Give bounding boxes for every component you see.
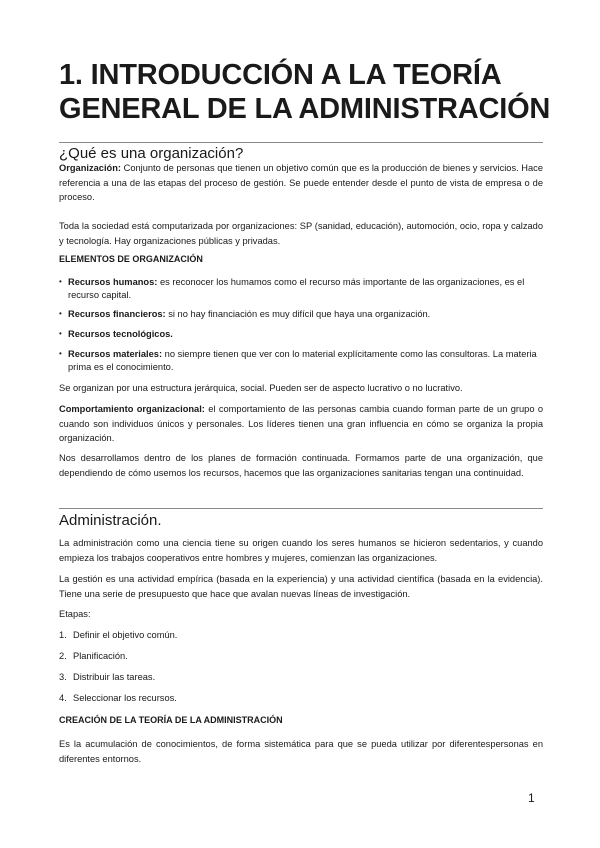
list-item [59, 692, 177, 705]
paragraph-sociedad: Toda la sociedad está computarizada por organizaciones: SP (sanidad, educación), automoción, ocio, ropa y calzado y tecnología. Hay organizaciones públicas y privadas. [59, 221, 543, 246]
page-title [59, 58, 550, 126]
paragraph-comportamiento [59, 402, 543, 446]
divider [59, 508, 543, 509]
paragraph-estructura: Se organizan por una estructura jerárquica, social. Pueden ser de aspecto lucrativo o no lucrativo. [59, 383, 463, 393]
comportamiento-text: el comportamiento de las personas cambia cuando forman parte de un grupo o cuando son individuos únicos y personales. Los líderes tienen una gran influencia en cómo se organiza la propia organización. [59, 404, 544, 443]
definition-text: Conjunto de personas que tienen un objetivo común que es la producción de bienes y servicios. Hace referencia a una de las etapas del proceso de gestión. Se puede entender desde el punto de vista de empresa o de proceso. [59, 163, 543, 202]
section-heading-administracion: Administración. [59, 512, 162, 529]
bullet-text: es reconocer los humamos como el recurso más importante de las organizaciones, es el recurso capital. [68, 277, 525, 300]
page-number: 1 [528, 791, 535, 805]
paragraph-acumulacion: Es la acumulación de conocimientos, de forma sistemática para que se pueda utilizar por diferentespersonas en diferentes entornos. [59, 739, 543, 764]
paragraph-origen: La administración como una ciencia tiene su origen cuando los seres humanos se hicieron sedentarios, y cuando empieza los trabajos cooperativos entre hombres y mujeres, comienzan las organizaciones. [59, 538, 543, 563]
list-item [59, 629, 177, 642]
bullet-icon: • [59, 309, 62, 318]
bullet-term: Recursos humanos: [68, 277, 158, 287]
list-text: Definir el objetivo común. [73, 630, 178, 640]
bullet-term: Recursos tecnológicos. [68, 329, 173, 339]
bullet-icon: • [59, 349, 62, 358]
bullet-item [59, 328, 543, 341]
list-number: 2. [59, 651, 67, 661]
list-item [59, 650, 128, 663]
paragraph-formacion: Nos desarrollamos dentro de los planes de formación continuada. Formamos parte de una organización, que dependiendo de cómo usemos los recursos, hacemos que las organizaciones sanitarias tengan una continuidad. [59, 453, 543, 478]
bullet-item [59, 348, 543, 373]
title-line-2: GENERAL DE LA ADMINISTRACIÓN [59, 93, 551, 125]
section-heading-organizacion: ¿Qué es una organización? [59, 145, 244, 162]
bullet-item [59, 276, 543, 301]
subheading-elementos: ELEMENTOS DE ORGANIZACIÓN [59, 254, 203, 264]
list-number: 1. [59, 630, 67, 640]
list-number: 3. [59, 672, 67, 682]
title-line-1: 1. INTRODUCCIÓN A LA TEORÍA [59, 59, 502, 91]
list-number: 4. [59, 693, 67, 703]
list-text: Distribuir las tareas. [73, 672, 156, 682]
bullet-icon: • [59, 277, 62, 286]
list-item [59, 671, 155, 684]
definition-term: Organización: [59, 163, 121, 173]
list-text: Planificación. [73, 651, 128, 661]
bullet-term: Recursos financieros: [68, 309, 166, 319]
subheading-creacion: CREACIÓN DE LA TEORÍA DE LA ADMINISTRACIÓN [59, 715, 283, 725]
bullet-text: si no hay financiación es muy difícil que haya una organización. [165, 309, 431, 319]
bullet-item [59, 308, 543, 321]
divider [59, 142, 543, 143]
list-text: Seleccionar los recursos. [73, 693, 177, 703]
bullet-term: Recursos materiales: [68, 349, 163, 359]
paragraph-gestion: La gestión es una actividad empírica (basada en la experiencia) y una actividad científica (basada en la evidencia). Tiene una serie de presupuesto que hace que avalan nuevas líneas de investigación. [59, 574, 543, 599]
etapas-label: Etapas: [59, 609, 91, 619]
bullet-text: no siempre tienen que ver con lo material explícitamente como las consultoras. La materia prima es el conocimiento. [68, 349, 537, 372]
comportamiento-term: Comportamiento organizacional: [59, 404, 205, 414]
definition-paragraph [59, 161, 543, 205]
bullet-icon: • [59, 329, 62, 338]
